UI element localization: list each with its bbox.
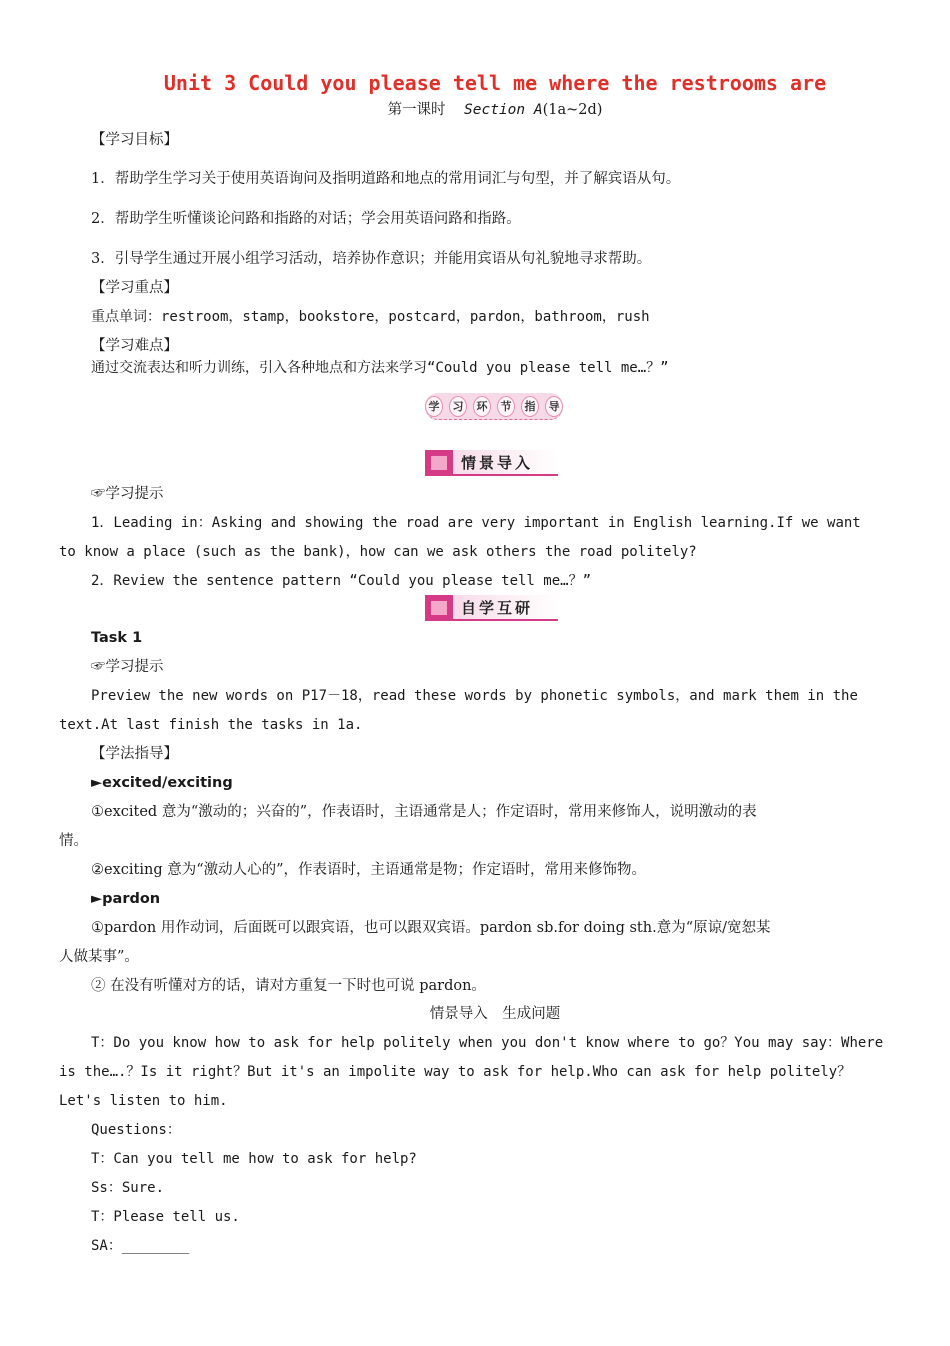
objective-item: 1．帮助学生学习关于使用英语询问及指明道路和地点的常用词汇与句型，并了解宾语从句。	[91, 171, 681, 187]
section-label: 自学互研	[461, 599, 534, 617]
preview-text: Preview the new words on P17－18，read these words by phonetic symbols，and mark them in the	[91, 688, 858, 704]
section-header-self-study	[425, 595, 558, 621]
dialogue-line-cont: is the….？Is it right？But it's an impolite way to ask for help.Who can ask for help politely？	[59, 1064, 852, 1080]
difficulty-heading: 【学习难点】	[91, 338, 178, 354]
section-header-intro	[425, 450, 558, 476]
task-title: Task 1	[91, 630, 143, 646]
objective-item: 2．帮助学生听懂谈论问路和指路的对话；学会用英语问路和指路。	[91, 211, 521, 227]
section-marker-icon	[425, 450, 453, 476]
intro-item-1: 1．Leading in：Asking and showing the road are very important in English learning.If we want	[91, 515, 861, 531]
method-heading: 【学法指导】	[91, 746, 178, 762]
dialogue-line: T：Can you tell me how to ask for help?	[91, 1151, 417, 1167]
key-words: 重点单词：restroom，stamp，bookstore，postcard，pardon，bathroom，rush	[91, 309, 650, 325]
key-points-heading: 【学习重点】	[91, 280, 178, 296]
objective-item: 3．引导学生通过开展小组学习活动，培养协作意识；并能用宾语从句礼貌地寻求帮助。	[91, 251, 652, 267]
badge-char: 指	[521, 396, 539, 417]
study-guide-badge	[425, 393, 563, 420]
badge-char: 习	[449, 396, 467, 417]
badge-char: 导	[545, 396, 563, 417]
tip-label: ☞学习提示	[91, 659, 164, 675]
intro-item-2: 2．Review the sentence pattern “Could you please tell me…？”	[91, 573, 592, 589]
word-note-cont: 情。	[59, 833, 88, 849]
word-note: ①excited 意为“激动的；兴奋的”，作表语时，主语通常是人；作定语时，常用来修饰人，说明激动的表	[91, 804, 757, 820]
badge-char: 环	[473, 396, 491, 417]
lesson-subtitle	[0, 100, 950, 120]
section-name: Section A	[464, 102, 543, 118]
dialogue-line: Ss：Sure.	[91, 1180, 165, 1196]
answer-blank: SA：________	[91, 1238, 190, 1254]
badge-char: 节	[497, 396, 515, 417]
questions-label: Questions：	[91, 1122, 181, 1138]
dialogue-line: T：Do you know how to ask for help politely when you don't know where to go？You may say：Where	[91, 1035, 884, 1051]
intro-item-1-cont: to know a place (such as the bank)，how can we ask others the road politely?	[59, 544, 697, 560]
dialogue-line-cont: Let's listen to him.	[59, 1093, 228, 1109]
section-label: 情景导入	[461, 454, 534, 472]
section-range: (1a~2d)	[542, 102, 603, 118]
tip-label: ☞学习提示	[91, 486, 164, 502]
objectives-heading: 【学习目标】	[91, 132, 178, 148]
badge-char: 学	[425, 396, 443, 417]
word-entry-excited: ►excited/exciting	[91, 775, 233, 791]
word-note: ①pardon 用作动词，后面既可以跟宾语，也可以跟双宾语。pardon sb.for doing sth.意为“原谅/宽恕某	[91, 920, 771, 936]
lesson-number: 第一课时	[387, 102, 446, 118]
word-note-cont: 人做某事”。	[59, 949, 139, 965]
word-entry-pardon: ►pardon	[91, 891, 161, 907]
word-note: ② 在没有听懂对方的话，请对方重复一下时也可说 pardon。	[91, 978, 486, 994]
section-marker-icon	[425, 595, 453, 621]
preview-text-cont: text.At last finish the tasks in 1a.	[59, 717, 363, 733]
dialogue-line: T：Please tell us.	[91, 1209, 240, 1225]
scene-heading: 情景导入 生成问题	[429, 1006, 561, 1022]
word-note: ②exciting 意为“激动人心的”，作表语时，主语通常是物；作定语时，常用来修饰物。	[91, 862, 647, 878]
unit-title: Unit 3 Could you please tell me where the restrooms are	[163, 71, 827, 95]
difficulty-text: 通过交流表达和听力训练，引入各种地点和方法来学习“Could you please tell me…？”	[91, 360, 669, 376]
